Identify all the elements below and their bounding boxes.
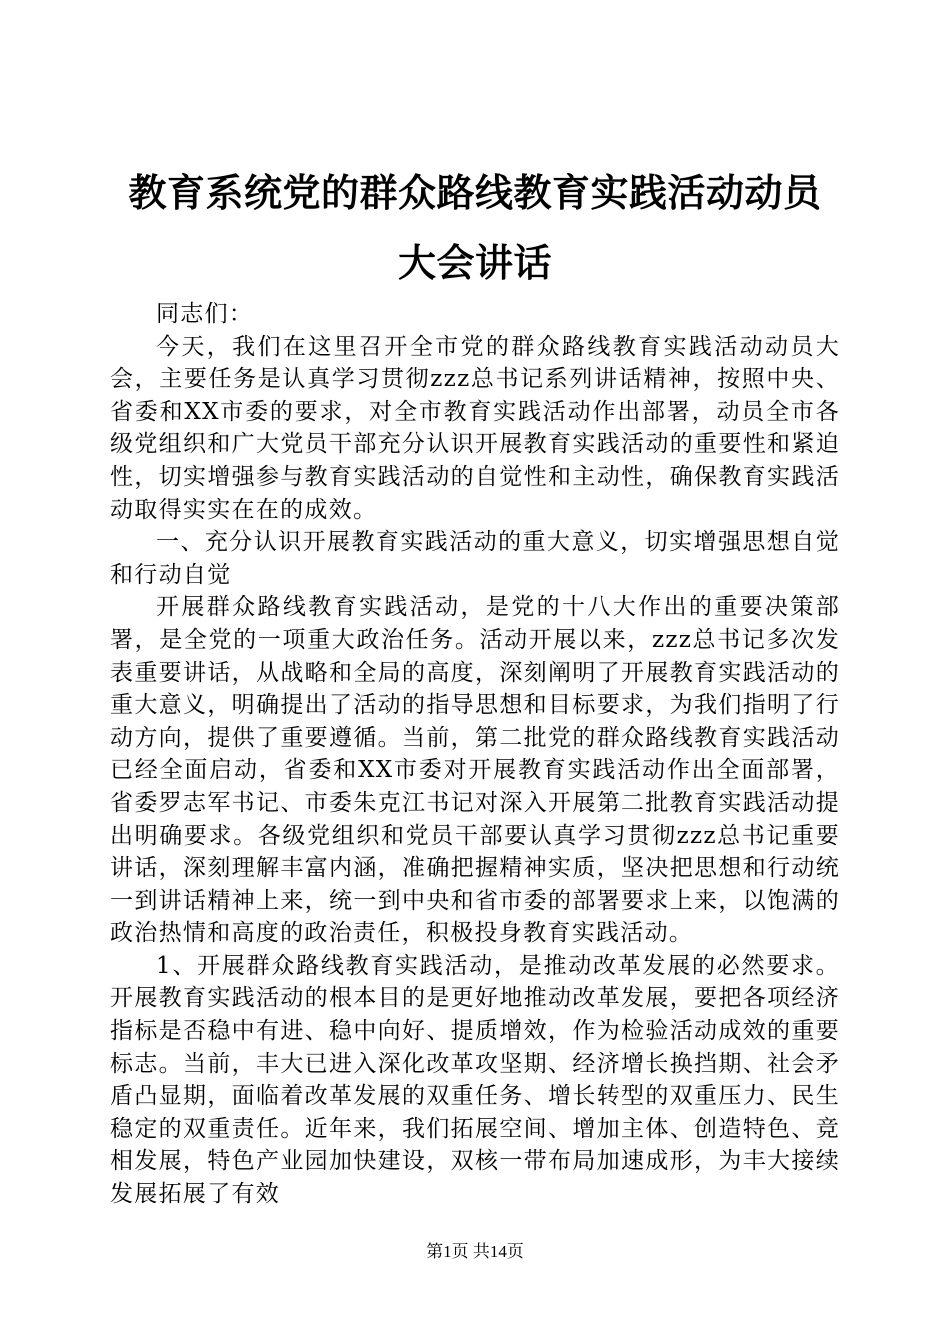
document-title: 教育系统党的群众路线教育实践活动动员大会讲话 <box>128 170 822 285</box>
document-body <box>110 298 840 1211</box>
section-heading: 一、充分认识开展教育实践活动的重大意义，切实增强思想自觉和行动自觉 <box>110 529 840 588</box>
paragraph: 开展群众路线教育实践活动，是党的十八大作出的重要决策部署，是全党的一项重大政治任务。活动开展以来，zzz总书记多次发表重要讲话，从战略和全局的高度，深刻阐明了开展教育实践活动的重大意义，明确提出了活动的指导思想和目标要求，为我们指明了行动方向，提供了重要遵循。当前，第二批党的群众路线教育实践活动已经全面启动，省委和XX市委对开展教育实践活动作出全面部署，省委罗志军书记、市委朱克江书记对深入开展第二批教育实践活动提出明确要求。各级党组织和党员干部要认真学习贯彻zzz总书记重要讲话，深刻理解丰富内涵，准确把握精神实质，坚决把思想和行动统一到讲话精神上来，统一到中央和省市委的部署要求上来，以饱满的政治热情和高度的政治责任，积极投身教育实践活动。 <box>110 594 840 947</box>
page-number: 第1页 共14页 <box>426 1242 524 1261</box>
paragraph: 今天，我们在这里召开全市党的群众路线教育实践活动动员大会，主要任务是认真学习贯彻zzz总书记系列讲话精神，按照中央、省委和XX市委的要求，对全市教育实践活动作出部署，动员全市各级党组织和广大党员干部充分认识开展教育实践活动的重要性和紧迫性，切实增强参与教育实践活动的自觉性和主动性，确保教育实践活动取得实实在在的成效。 <box>110 333 840 523</box>
salutation: 同志们： <box>156 301 254 327</box>
paragraph: 1、开展群众路线教育实践活动，是推动改革发展的必然要求。开展教育实践活动的根本目的是更好地推动改革发展，要把各项经济指标是否稳中有进、稳中向好、提质增效，作为检验活动成效的重要标志。当前，丰大已进入深化改革攻坚期、经济增长换挡期、社会矛盾凸显期，面临着改革发展的双重任务、增长转型的双重压力、民生稳定的双重责任。近年来，我们拓展空间、增加主体、创造特色、竞相发展，特色产业园加快建设，双核一带布局加速成形，为丰大接续发展拓展了有效 <box>110 952 840 1208</box>
